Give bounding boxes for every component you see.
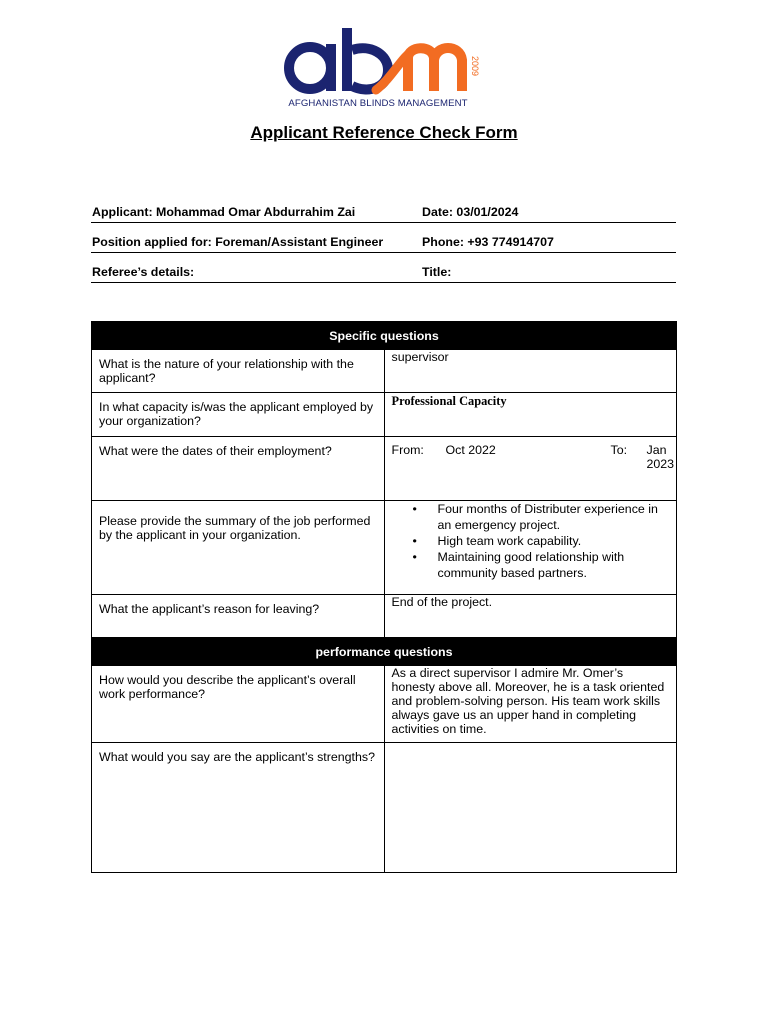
- question-cell: How would you describe the applicant’s overall work performance?: [92, 666, 385, 743]
- info-row-position: [91, 231, 676, 253]
- abm-logo-mark: [280, 26, 480, 98]
- info-row-referee: [91, 261, 676, 283]
- phone-field: Phone: +93 774914707: [422, 235, 554, 249]
- section-header-specific: [92, 322, 677, 350]
- answer-cell[interactable]: End of the project.: [384, 595, 677, 638]
- title-field: Title:: [422, 265, 452, 279]
- list-item: • High team work capability.: [392, 533, 670, 549]
- to-label: To:: [610, 443, 628, 457]
- question-cell: What the applicant’s reason for leaving?: [92, 595, 385, 638]
- answer-cell[interactable]: As a direct supervisor I admire Mr. Omer’s honesty above all. Moreover, he is a task oriented and problem-solving person. His team work skills always gave us an upper hand in completing activities on time.: [384, 666, 677, 743]
- logo-subtitle: AFGHANISTAN BLINDS MANAGEMENT: [288, 98, 468, 109]
- info-row-applicant: [91, 201, 676, 223]
- table-row: [92, 350, 677, 393]
- section-title: Specific questions: [92, 322, 677, 350]
- referee-field: Referee’s details:: [92, 265, 195, 279]
- logo-year: 2009: [470, 55, 480, 77]
- question-cell: What were the dates of their employment?: [92, 437, 385, 501]
- date-field: Date: 03/01/2024: [422, 205, 519, 219]
- position-field: Position applied for: Foreman/Assistant Engineer: [92, 235, 384, 249]
- list-item: • Four months of Distributer experience in an emergency project.: [392, 501, 670, 533]
- to-value: Jan 2023: [646, 443, 675, 471]
- answer-cell[interactable]: Professional Capacity: [384, 393, 677, 437]
- from-value: Oct 2022: [445, 443, 496, 457]
- applicant-field: Applicant: Mohammad Omar Abdurrahim Zai: [92, 205, 356, 219]
- answer-cell-dates[interactable]: [384, 437, 677, 501]
- question-cell: [92, 501, 385, 595]
- table-row: [92, 666, 677, 743]
- question-cell: In what capacity is/was the applicant employed by your organization?: [92, 393, 385, 437]
- section-title: performance questions: [92, 638, 677, 666]
- answer-cell[interactable]: [384, 743, 677, 873]
- table-row: [92, 743, 677, 873]
- company-logo: [280, 26, 480, 112]
- list-item: • Maintaining good relationship with community based partners.: [392, 549, 670, 581]
- form-title: Applicant Reference Check Form: [250, 123, 518, 142]
- questions-table: [91, 321, 677, 873]
- question-text: Please provide the summary of the job performed by the applicant in your organization.: [99, 514, 371, 542]
- table-row: [92, 437, 677, 501]
- table-row: [92, 501, 677, 595]
- question-cell: What is the nature of your relationship with the applicant?: [92, 350, 385, 393]
- from-label: From:: [391, 443, 424, 457]
- summary-list: [392, 501, 670, 581]
- section-header-performance: [92, 638, 677, 666]
- table-row: [92, 393, 677, 437]
- question-cell: What would you say are the applicant’s strengths?: [92, 743, 385, 873]
- table-row: [92, 595, 677, 638]
- answer-cell[interactable]: [384, 501, 677, 595]
- answer-cell[interactable]: supervisor: [384, 350, 677, 393]
